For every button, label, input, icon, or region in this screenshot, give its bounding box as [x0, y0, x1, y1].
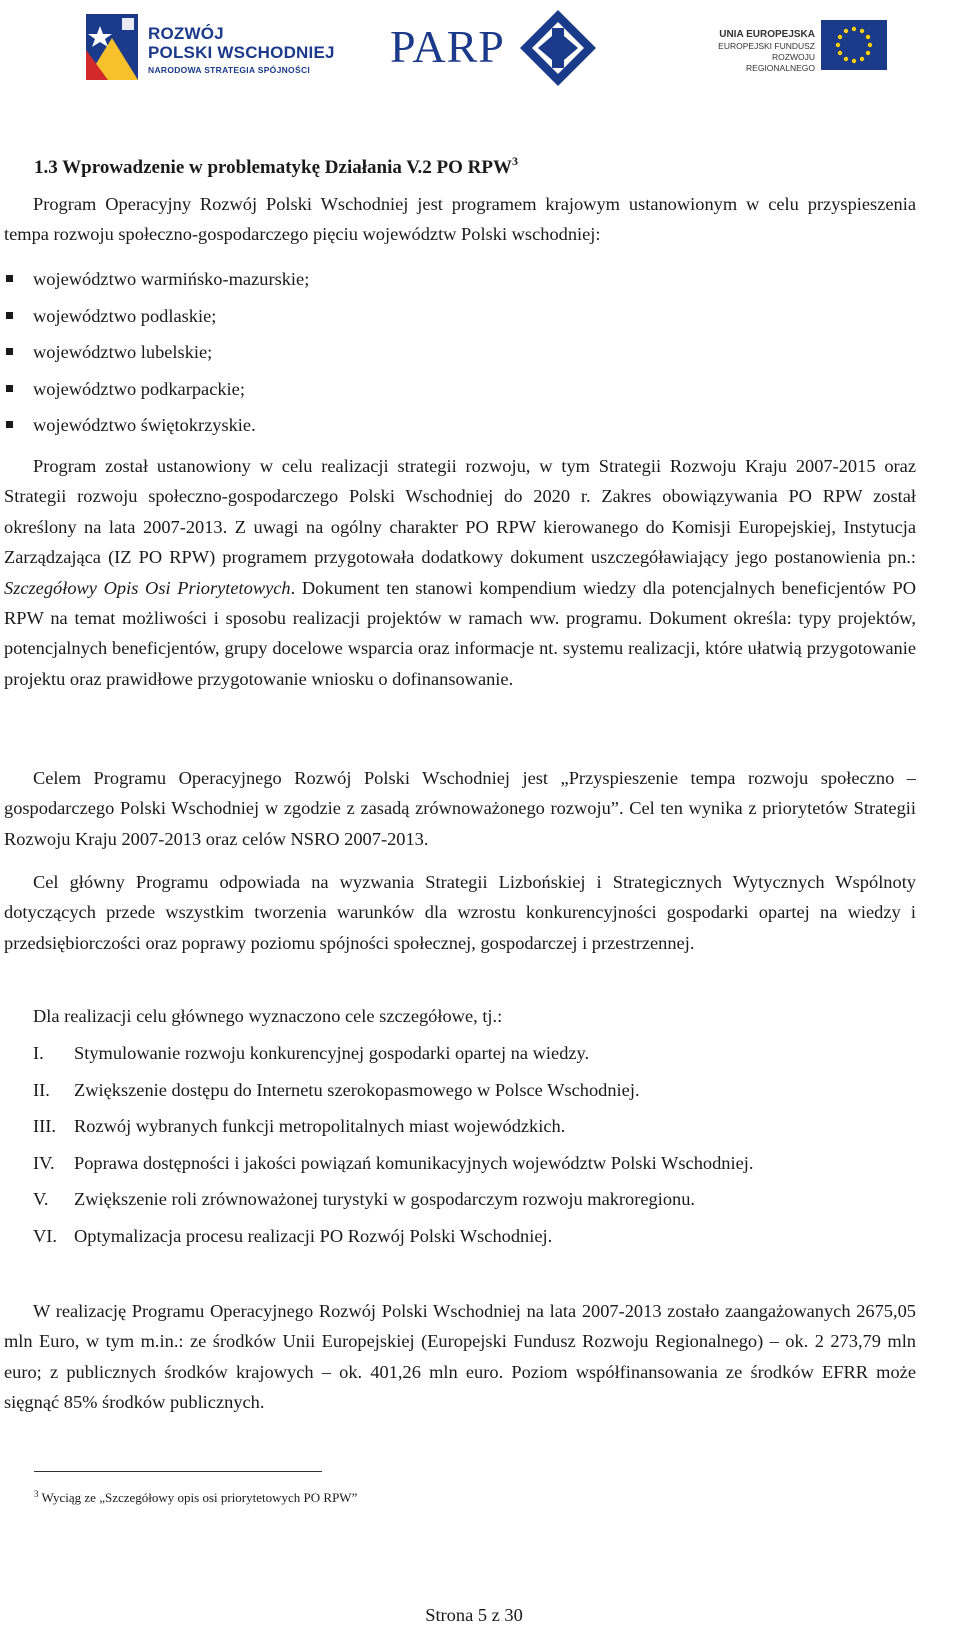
footnote-number: 3 — [34, 1489, 39, 1499]
list-item: województwo podkarpackie; — [4, 374, 309, 411]
goal-text: Stymulowanie rozwoju konkurencyjnej gospodarki opartej na wiedzy. — [74, 1043, 590, 1063]
goal-text: Poprawa dostępności i jakości powiązań komunikacyjnych województw Polski Wschodniej. — [74, 1152, 754, 1173]
main-goal-paragraph: Cel główny Programu odpowiada na wyzwania Strategii Lizbońskiej i Strategicznych Wytycznych Wspólnoty dotyczących przede wszystkim tworzenia warunków dla wzrostu konkurencyjności gospodarki opartej na wiedzy i przedsiębiorczości oraz poprawy poziomu spójności społecznej, gospodarczej i przestrzennej. — [4, 872, 916, 953]
specific-goals-intro: Dla realizacji celu głównego wyznaczono cele szczegółowe, tj.: — [33, 1006, 503, 1026]
rpw-emblem-icon — [82, 10, 142, 84]
program-goal-paragraph: Celem Programu Operacyjnego Rozwój Polski Wschodniej jest „Przyspieszenie tempa rozwoju społeczno – gospodarczego Polski Wschodniej w zgodzie z zasadą zrównoważonego rozwoju”. Cel ten wynika z priorytetów Strategii Rozwoju Kraju 2007-2013 oraz celów NSRO 2007-2013. — [4, 768, 916, 849]
list-item — [33, 1184, 753, 1221]
intro-paragraph: Program Operacyjny Rozwój Polski Wschodniej jest programem krajowym ustanowionym w celu przyspieszenia tempa rozwoju społeczno-gospodarczego pięciu województw Polski wschodniej: — [4, 194, 916, 245]
section-heading-text: 1.3 Wprowadzenie w problematykę Działania V.2 PO RPW — [34, 157, 513, 178]
eu-logo-line-3: ROZWOJU REGIONALNEGO — [746, 52, 815, 73]
rozwoj-polski-wschodniej-logo — [82, 10, 352, 84]
eu-logo — [703, 20, 888, 72]
paragraph-text-start: Program został ustanowiony w celu realizacji strategii rozwoju, w tym Strategii Rozwoju Kraju 2007-2015 oraz Strategii rozwoju społeczno-gospodarczego Polski Wschodniej do 2020 r. Zakres obowiązywania PO RPW został określony na lata 2007-2013. Z uwagi na ogólny charakter PO RPW kierowanego do Komisji Europejskiej, Instytucja Zarządzająca (IZ PO RPW) programem przygotowała dodatkowy dokument uszczegóławiający jego postanowienia pn.: — [4, 456, 916, 568]
goal-number: IV. — [33, 1152, 55, 1173]
eu-flag-icon — [821, 20, 887, 70]
goal-text: Zwiększenie roli zrównoważonej turystyki w gospodarczym rozwoju makroregionu. — [74, 1189, 696, 1210]
rpw-logo-line-3: NARODOWA STRATEGIA SPÓJNOŚCI — [148, 65, 311, 75]
voivodeship-list — [4, 264, 309, 447]
specific-goals-list — [33, 1038, 753, 1258]
list-item: województwo świętokrzyskie. — [4, 410, 309, 447]
footnote — [34, 1489, 357, 1507]
document-title: Szczegółowy Opis Osi Priorytetowych — [4, 577, 291, 598]
list-item — [33, 1221, 753, 1258]
eu-logo-line-1: UNIA EUROPEJSKA — [719, 29, 815, 40]
footnote-text: Wyciąg ze „Szczegółowy opis osi priorytetowych PO RPW” — [41, 1490, 358, 1505]
program-description-paragraph — [4, 451, 916, 694]
goal-text: Optymalizacja procesu realizacji PO Rozwój Polski Wschodniej. — [74, 1225, 553, 1246]
goal-number: VI. — [33, 1225, 58, 1246]
goal-number: I. — [33, 1043, 44, 1063]
list-item — [33, 1038, 753, 1075]
page-number: Strona 5 z 30 — [425, 1605, 523, 1625]
funding-paragraph: W realizację Programu Operacyjnego Rozwój Polski Wschodniej na lata 2007-2013 zostało zaangażowanych 2675,05 mln Euro, w tym m.in.: ze środków Unii Europejskiej (Europejski Fundusz Rozwoju Regionalnego) – ok. 2 273,79 mln euro; z publicznych środków krajowych – ok. 401,26 mln euro. Poziom współfinansowania ze środków EFRR może sięgnąć 85% środków publicznych. — [4, 1301, 916, 1413]
parp-logo-text: PARP — [390, 21, 505, 72]
parp-logo — [390, 8, 598, 88]
goal-number: V. — [33, 1189, 49, 1210]
list-item: województwo lubelskie; — [4, 337, 309, 374]
list-item — [33, 1148, 753, 1185]
eu-logo-line-2: EUROPEJSKI FUNDUSZ — [718, 41, 815, 51]
rpw-logo-line-2: POLSKI WSCHODNIEJ — [148, 43, 335, 62]
footnote-reference[interactable]: 3 — [512, 154, 519, 168]
list-item: województwo podlaskie; — [4, 301, 309, 338]
goal-number: III. — [33, 1116, 56, 1137]
footnote-divider — [34, 1471, 322, 1472]
goal-text: Zwiększenie dostępu do Internetu szerokopasmowego w Polsce Wschodniej. — [74, 1079, 640, 1100]
list-item — [33, 1111, 753, 1148]
rpw-logo-line-1: ROZWÓJ — [148, 24, 224, 43]
goal-number: II. — [33, 1079, 50, 1100]
list-item: województwo warmińsko-mazurskie; — [4, 264, 309, 301]
section-heading — [34, 156, 518, 180]
parp-emblem-icon — [518, 8, 598, 88]
list-item — [33, 1075, 753, 1112]
goal-text: Rozwój wybranych funkcji metropolitalnych miast wojewódzkich. — [74, 1116, 566, 1137]
paragraph-text-end: . Dokument ten stanowi kompendium wiedzy dla potencjalnych beneficjentów PO RPW na temat możliwości i sposobu realizacji projektów w ramach ww. programu. Dokument określa: typy projektów, potencjalnych beneficjentów, grupy docelowe wsparcia oraz informacje nt. systemu realizacji, które ułatwią przygotowanie projektu oraz prawidłowe przygotowanie wniosku o dofinansowanie. — [4, 577, 917, 689]
